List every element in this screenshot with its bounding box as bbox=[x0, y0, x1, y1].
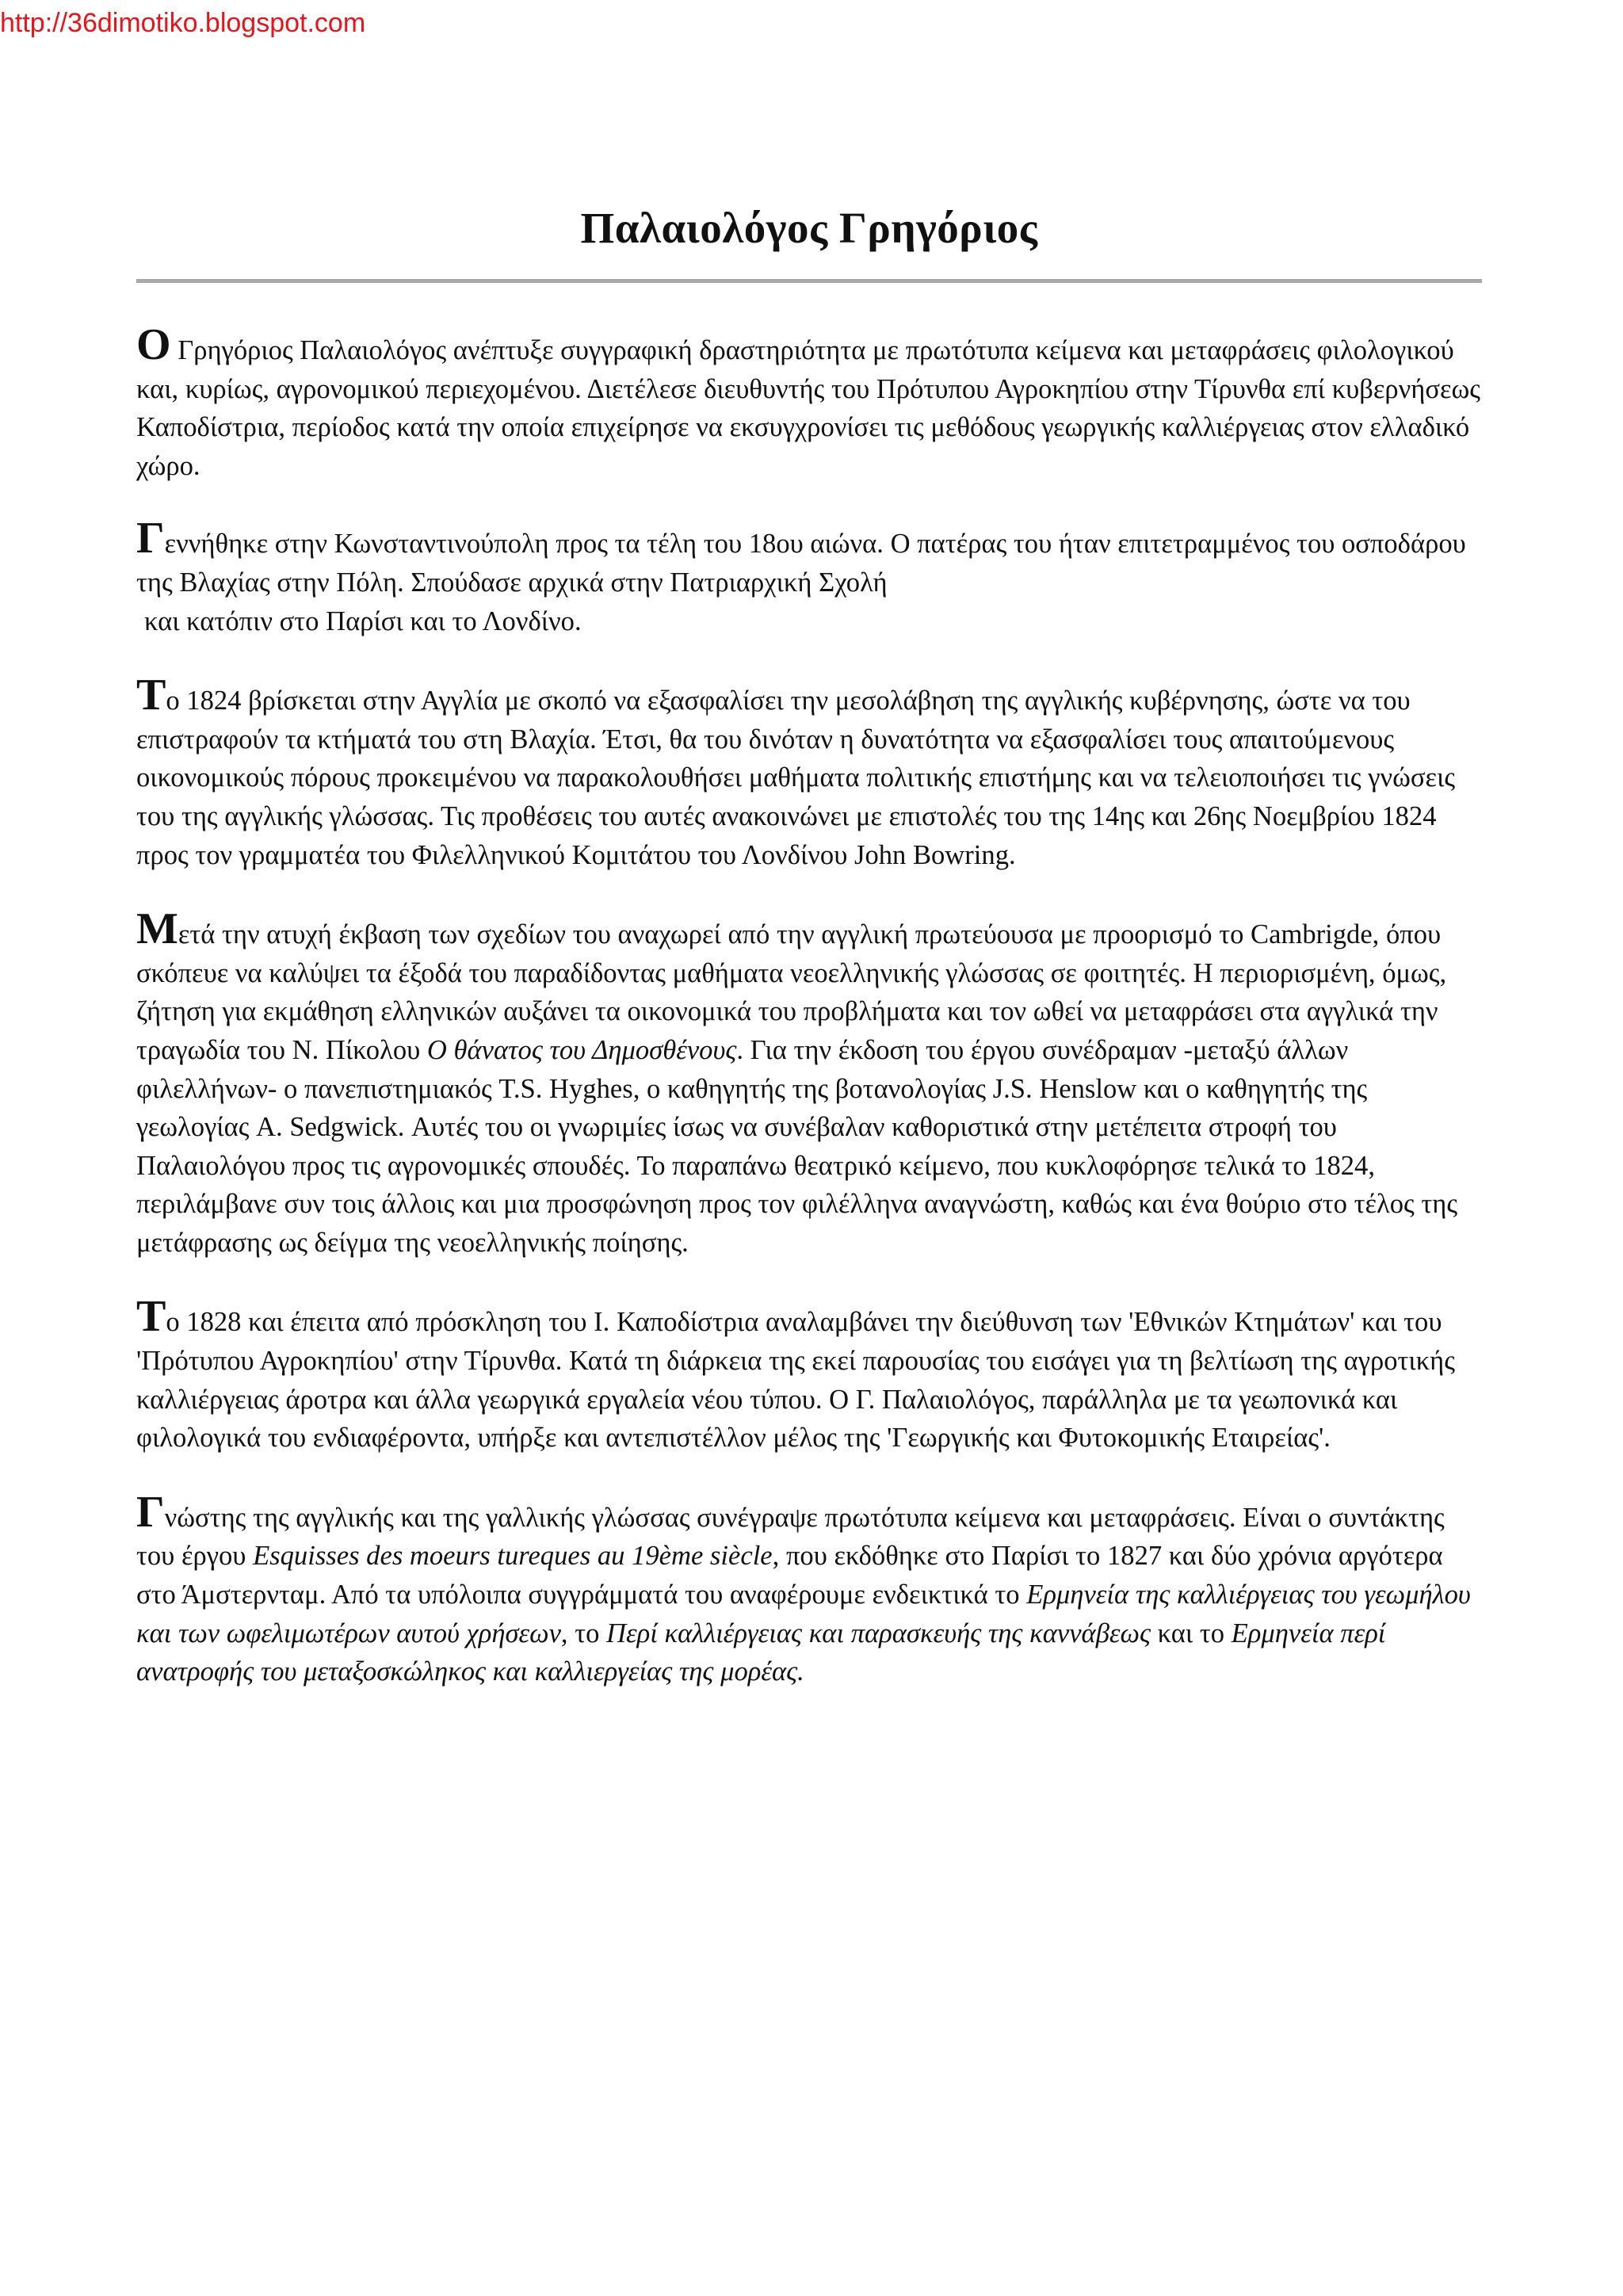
work-title-italic: Ερμηνεία της καλλιέργειας του γεωμήλου και των ωφελιμωτέρων αυτού χρήσεων bbox=[136, 1580, 1471, 1648]
title-divider bbox=[136, 279, 1482, 283]
paragraph-text: ο 1828 και έπειτα από πρόσκληση του Ι. Καποδίστρια αναλαμβάνει την διεύθυνση των 'Εθνικών Κτημάτων' και του 'Πρότυπου Αγροκηπίου' στην Τίρυνθα. Κατά τη διάρκεια της εκεί παρουσίας του εισάγει για τη βελτίωση της αγροτικής καλλιέργειας άροτρα και άλλα γεωργικά εργαλεία νέου τύπου. Ο Γ. Παλαιολόγος, παράλληλα με τα γεωπονικά και φιλολογικά του ενδιαφέροντα, υπήρξε και αντεπιστέλλον μέλος της 'Γεωργικής και Φυτοκομικής Εταιρείας'. bbox=[136, 1307, 1455, 1454]
paragraph-tiryns bbox=[136, 1292, 1484, 1457]
page-title: Παλαιολόγος Γρηγόριος bbox=[580, 204, 1038, 252]
paragraph-text: εννήθηκε στην Κωνσταντινούπολη προς τα τέλη του 18ου αιώνα. Ο πατέρας του ήταν επιτετραμμένος του οσποδάρου της Βλαχίας στην Πόλη. Σπούδασε αρχικά στην Πατριαρχική Σχολή bbox=[136, 529, 1466, 598]
paragraph-intro bbox=[136, 320, 1484, 485]
work-title-italic: Περί καλλιέργειας και παρασκευής της καννάβεως bbox=[606, 1618, 1151, 1648]
blog-url-link[interactable]: http://36dimotiko.blogspot.com bbox=[0, 8, 366, 38]
work-title-italic: Ερμηνεία περί ανατροφής του μεταξοσκώληκος και καλλιεργείας της μορέας. bbox=[136, 1618, 1386, 1687]
paragraph-text-continued: και κατόπιν στο Παρίσι και το Λονδίνο. bbox=[144, 606, 582, 636]
paragraph-text: ετά την ατυχή έκβαση των σχεδίων του αναχωρεί από την αγγλική πρωτεύουσα με προορισμό το Cambrigde, όπου σκόπευε να καλύψει τα έξοδά του παραδίδοντας μαθήματα νεοελληνικής γλώσσας σε φοιτητές. Η περιορισμένη, όμως, ζήτηση για εκμάθηση ελληνικών αυξάνει τα οικονομικά του προβλήματα και τον ωθεί να μεταφράσει στα αγγλικά την τραγωδία του Ν. Πίκολου bbox=[136, 919, 1447, 1065]
drop-cap: Τ bbox=[136, 1292, 166, 1342]
paragraph-cambridge bbox=[136, 904, 1484, 1262]
paragraph-works bbox=[136, 1487, 1484, 1691]
drop-cap: Ο bbox=[136, 320, 171, 369]
paragraph-text: . Για την έκδοση του έργου συνέδραμαν -μεταξύ άλλων φιλελλήνων- ο πανεπιστημιακός T.S. Hyghes, ο καθηγητής της βοτανολογίας J.S. Henslow και ο καθηγητής της γεωλογίας A. Sedgwick. Αυτές του οι γνωριμίες ίσως να συνέβαλαν καθοριστικά στην μετέπειτα στροφή του Παλαιολόγου προς τις αγρονομικές σπουδές. Το παραπάνω θεατρικό κείμενο, που κυκλοφόρησε τελικά το 1824, περιλάμβανε συν τοις άλλοις και μια προσφώνηση προς τον φιλέλληνα αναγνώστη, καθώς και ένα θούριο στο τέλος της μετάφρασης ως δείγμα της νεοελληνικής ποίησης. bbox=[136, 1034, 1458, 1258]
drop-cap: Μ bbox=[136, 904, 178, 954]
work-title-italic: Ο θάνατος του Δημοσθένους bbox=[426, 1034, 737, 1065]
paragraph-text: ο 1824 βρίσκεται στην Αγγλία με σκοπό να εξασφαλίσει την μεσολάβηση της αγγλικής κυβέρνησης, ώστε να του επιστραφούν τα κτήματά του στη Βλαχία. Έτσι, θα του δινόταν η δυνατότητα να εξασφαλίσει τους απαιτούμενους οικονομικούς πόρους προκειμένου να παρακολουθήσει μαθήματα πολιτικής επιστήμης και να τελειοποιήσει τις γνώσεις του της αγγλικής γλώσσας. Τις προθέσεις του αυτές ανακοινώνει με επιστολές του της 14ης και 26ης Νοεμβρίου 1824 προς τον γραμματέα του Φιλελληνικού Κομιτάτου του Λονδίνου John Bowring. bbox=[136, 686, 1456, 870]
drop-cap: Τ bbox=[136, 670, 166, 720]
paragraph-text: νώστης της αγγλικής και της γαλλικής γλώσσας συνέγραψε πρωτότυπα κείμενα και μεταφράσεις. Είναι ο συντάκτης του έργου bbox=[136, 1502, 1445, 1572]
article-body bbox=[136, 320, 1484, 1691]
drop-cap: Γ bbox=[136, 1487, 165, 1537]
paragraph-text: και το bbox=[1150, 1618, 1232, 1648]
paragraph-text: , που εκδόθηκε στο Παρίσι το 1827 και δύο χρόνια αργότερα στο Άμστερνταμ. Από τα υπόλοιπα συγγράμματά του αναφέρουμε ενδεικτικά το bbox=[136, 1541, 1443, 1610]
paragraph-england bbox=[136, 670, 1484, 874]
paragraph-birth bbox=[136, 514, 1484, 640]
work-title-italic: Esquisses des moeurs tureques au 19ème siècle bbox=[253, 1541, 773, 1572]
paragraph-text: Γρηγόριος Παλαιολόγος ανέπτυξε συγγραφική δραστηριότητα με πρωτότυπα κείμενα και μεταφράσεις φιλολογικού και, κυρίως, αγρονομικού περιεχομένου. Διετέλεσε διευθυντής του Πρότυπου Αγροκηπίου στην Τίρυνθα επί κυβερνήσεως Καποδίστρια, περίοδος κατά την οποία επιχείρησε να εκσυγχρονίσει τις μεθόδους γεωργικής καλλιέργειας στον ελλαδικό χώρο. bbox=[136, 335, 1480, 481]
drop-cap: Γ bbox=[136, 514, 165, 563]
paragraph-text: , το bbox=[560, 1618, 607, 1648]
